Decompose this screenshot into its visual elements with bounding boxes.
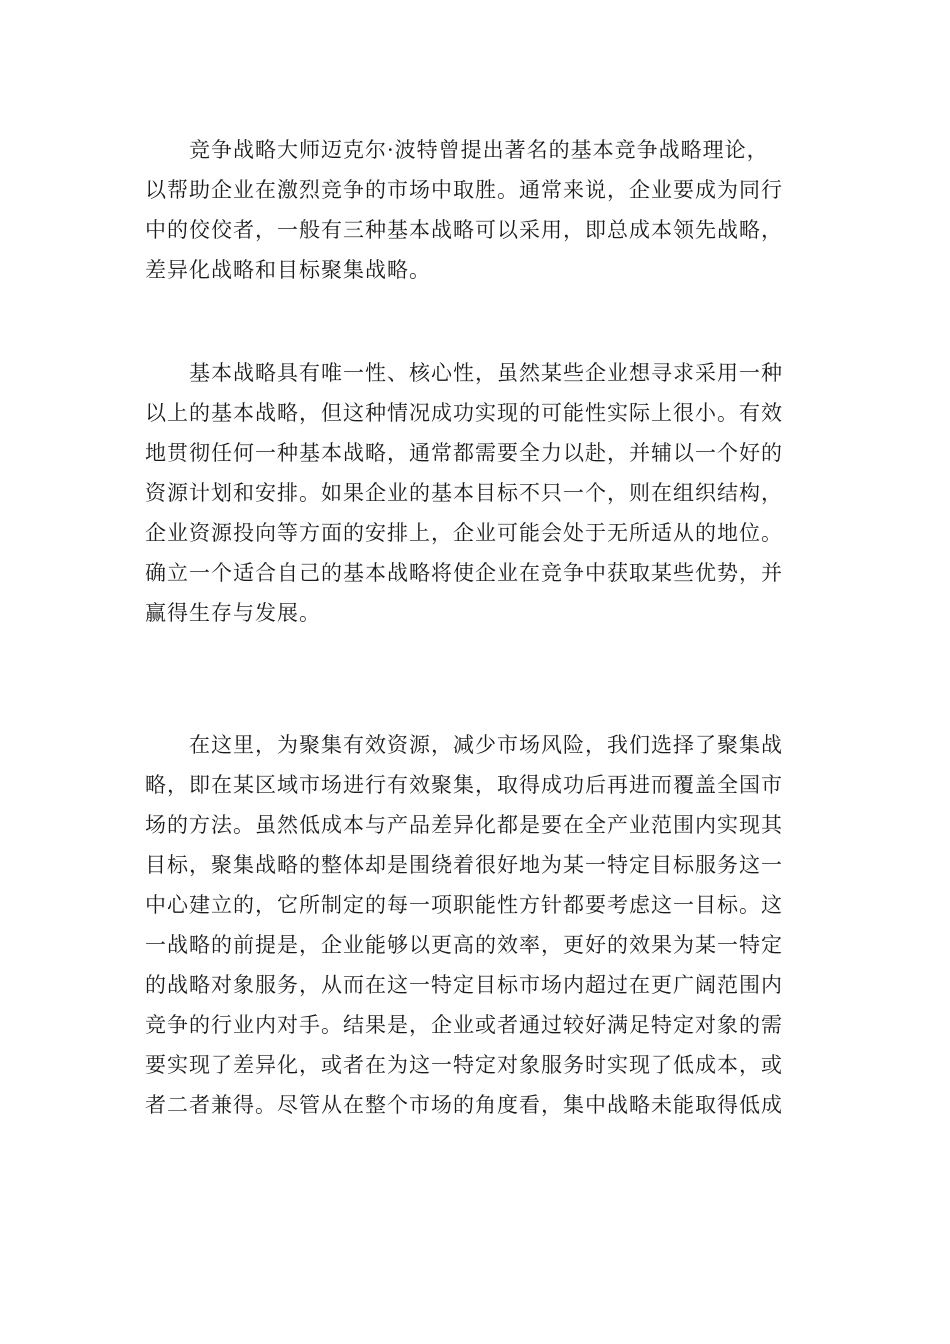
paragraph-line: 基本战略具有唯一性、核心性，虽然某些企业想寻求采用一种 [189, 361, 783, 385]
paragraph-line: 竞争的行业内对手。结果是，企业或者通过较好满足特定对象的需 [145, 1013, 783, 1037]
paragraph-line: 确立一个适合自己的基本战略将使企业在竞争中获取某些优势，并 [145, 561, 783, 585]
paragraph-line: 企业资源投向等方面的安排上，企业可能会处于无所适从的地位。 [145, 521, 783, 545]
paragraph-line: 目标，聚集战略的整体却是围绕着很好地为某一特定目标服务这一 [145, 853, 783, 877]
paragraph-line: 要实现了差异化，或者在为这一特定对象服务时实现了低成本，或 [145, 1053, 783, 1077]
paragraph-line: 以帮助企业在激烈竞争的市场中取胜。通常来说，企业要成为同行 [145, 178, 783, 202]
paragraph-line: 场的方法。虽然低成本与产品差异化都是要在全产业范围内实现其 [145, 813, 783, 837]
paragraph-line: 资源计划和安排。如果企业的基本目标不只一个，则在组织结构， [145, 481, 783, 505]
paragraph-line: 略，即在某区域市场进行有效聚集，取得成功后再进而覆盖全国市 [145, 773, 783, 797]
paragraph-line: 赢得生存与发展。 [145, 601, 321, 625]
paragraph-line: 地贯彻任何一种基本战略，通常都需要全力以赴，并辅以一个好的 [145, 441, 783, 465]
paragraph-line: 竞争战略大师迈克尔·波特曾提出著名的基本竞争战略理论， [189, 138, 769, 162]
paragraph-line: 以上的基本战略，但这种情况成功实现的可能性实际上很小。有效 [145, 401, 783, 425]
paragraph-line: 差异化战略和目标聚集战略。 [145, 258, 431, 282]
paragraph-line: 中的佼佼者，一般有三种基本战略可以采用，即总成本领先战略， [145, 218, 783, 242]
paragraph-3 [145, 725, 805, 1125]
paragraph-line: 者二者兼得。尽管从在整个市场的角度看，集中战略未能取得低成 [145, 1093, 783, 1117]
paragraph-line: 中心建立的，它所制定的每一项职能性方针都要考虑这一目标。这 [145, 893, 783, 917]
paragraph-2 [145, 353, 805, 633]
paragraph-line: 一战略的前提是，企业能够以更高的效率，更好的效果为某一特定 [145, 933, 783, 957]
paragraph-line: 在这里，为聚集有效资源，减少市场风险，我们选择了聚集战 [189, 733, 783, 757]
paragraph-line: 的战略对象服务，从而在这一特定目标市场内超过在更广阔范围内 [145, 973, 783, 997]
paragraph-1 [145, 130, 805, 290]
